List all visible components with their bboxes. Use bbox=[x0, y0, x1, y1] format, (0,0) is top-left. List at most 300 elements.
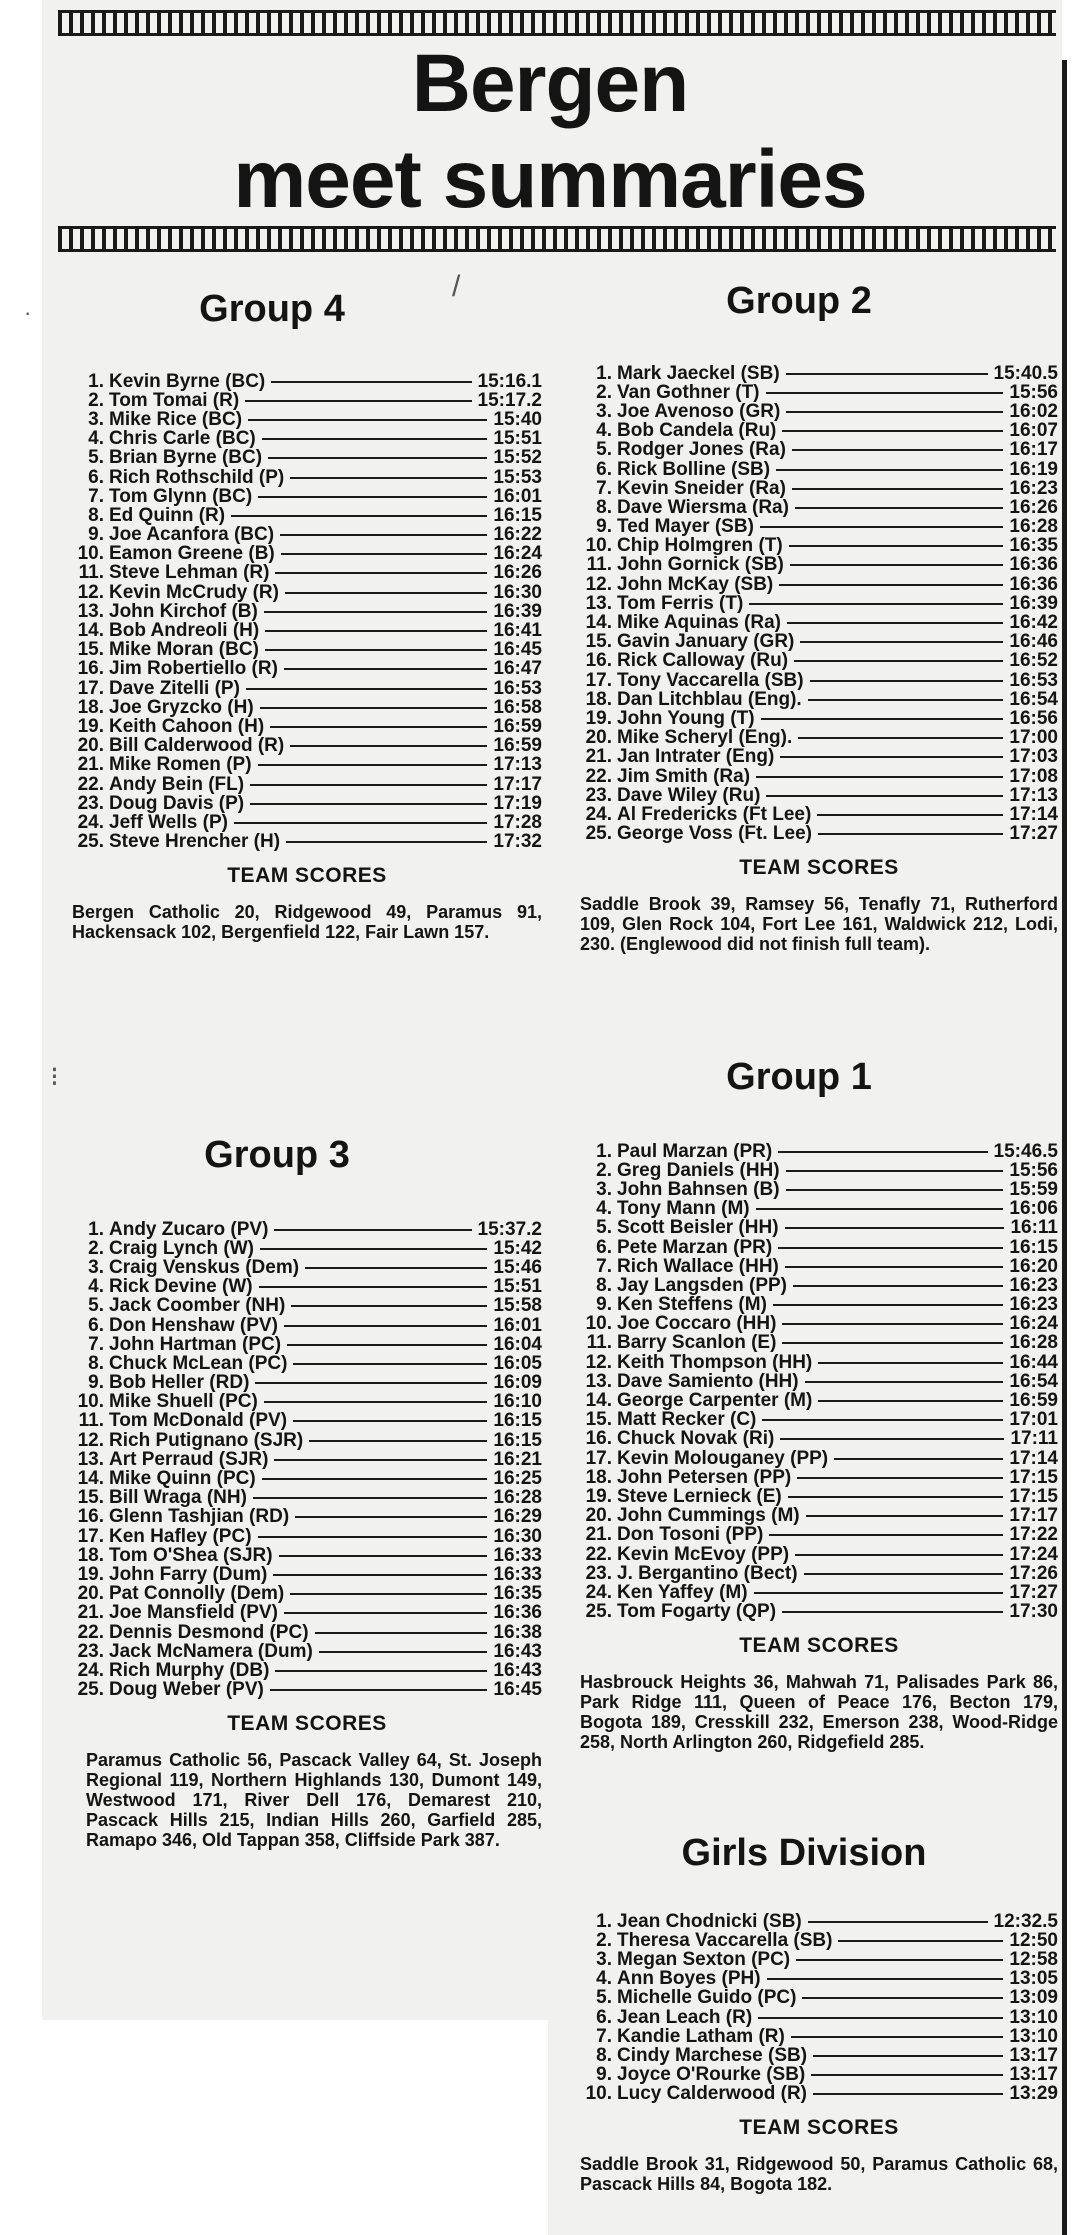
result-place: 6. bbox=[596, 458, 612, 480]
leader-line bbox=[797, 1477, 1003, 1479]
leader-line bbox=[838, 1940, 1003, 1942]
finish-time: 16:04 bbox=[493, 1333, 542, 1355]
runner-name: George Voss (Ft. Lee) bbox=[617, 823, 812, 845]
result-place: 23. bbox=[585, 1562, 612, 1584]
runner-name: Rick Bolline (SB) bbox=[617, 458, 771, 480]
finish-time: 16:17 bbox=[1009, 439, 1058, 461]
runner-name: Chip Holmgren (T) bbox=[617, 535, 783, 557]
result-row bbox=[72, 1258, 542, 1277]
result-place: 6. bbox=[88, 1314, 104, 1336]
result-row bbox=[72, 1527, 542, 1546]
result-place: 20. bbox=[77, 1583, 104, 1605]
leader-line bbox=[834, 1458, 1003, 1460]
group-title: Group 4 bbox=[199, 288, 345, 330]
result-row bbox=[580, 1526, 1058, 1545]
finish-time: 17:15 bbox=[1009, 1485, 1058, 1507]
finish-time: 16:05 bbox=[493, 1352, 542, 1374]
leader-line bbox=[264, 611, 488, 613]
leader-line bbox=[780, 1438, 1004, 1440]
runner-name: Ken Yaffey (M) bbox=[617, 1581, 748, 1603]
result-row bbox=[580, 786, 1058, 805]
finish-time: 17:27 bbox=[1009, 1581, 1058, 1603]
finish-time: 12:50 bbox=[1009, 1929, 1058, 1951]
result-place: 4. bbox=[596, 1198, 612, 1220]
finish-time: 16:52 bbox=[1009, 650, 1058, 672]
finish-time: 16:33 bbox=[493, 1544, 542, 1566]
leader-line bbox=[260, 707, 488, 709]
finish-time: 15:40.5 bbox=[993, 362, 1058, 384]
result-row bbox=[580, 1430, 1058, 1449]
runner-name: Craig Lynch (W) bbox=[109, 1237, 254, 1259]
finish-time: 17:28 bbox=[493, 811, 542, 833]
runner-name: Rick Devine (W) bbox=[109, 1276, 253, 1298]
result-place: 13. bbox=[585, 592, 612, 614]
result-place: 10. bbox=[77, 1391, 104, 1413]
runner-name: Dave Zitelli (P) bbox=[109, 677, 240, 699]
group-title: Group 1 bbox=[726, 1056, 872, 1098]
leader-line bbox=[284, 1612, 487, 1614]
result-place: 14. bbox=[77, 1468, 104, 1490]
result-place: 13. bbox=[585, 1370, 612, 1392]
result-place: 23. bbox=[77, 1640, 104, 1662]
finish-time: 15:52 bbox=[493, 447, 542, 469]
runner-name: Tom Ferris (T) bbox=[617, 592, 744, 614]
runner-name: Rich Murphy (DB) bbox=[109, 1659, 270, 1681]
runner-name: Kandie Latham (R) bbox=[617, 2025, 785, 2047]
leader-line bbox=[749, 603, 1003, 605]
runner-name: Jay Langsden (PP) bbox=[617, 1274, 787, 1296]
leader-line bbox=[778, 1151, 987, 1153]
runner-name: Jan Intrater (Eng) bbox=[617, 746, 775, 768]
finish-time: 17:14 bbox=[1009, 1447, 1058, 1469]
leader-line bbox=[766, 392, 1004, 394]
leader-line bbox=[794, 660, 1003, 662]
finish-time: 15:37.2 bbox=[477, 1218, 542, 1240]
print-smudge: ⁝ bbox=[50, 1061, 59, 1092]
runner-name: Doug Weber (PV) bbox=[109, 1679, 264, 1701]
finish-time: 16:59 bbox=[493, 735, 542, 757]
finish-time: 16:46 bbox=[1009, 631, 1058, 653]
leader-line bbox=[250, 803, 487, 805]
leader-line bbox=[231, 515, 487, 517]
result-place: 25. bbox=[585, 823, 612, 845]
finish-time: 16:10 bbox=[493, 1391, 542, 1413]
result-row bbox=[580, 556, 1058, 575]
leader-line bbox=[264, 1401, 488, 1403]
result-row bbox=[72, 391, 542, 410]
results-list bbox=[580, 1912, 1058, 2104]
result-row bbox=[580, 825, 1058, 844]
result-place: 10. bbox=[585, 2083, 612, 2105]
result-row bbox=[72, 1508, 542, 1527]
result-place: 9. bbox=[596, 1294, 612, 1316]
runner-name: Jim Smith (Ra) bbox=[617, 765, 751, 787]
finish-time: 16:23 bbox=[1009, 1274, 1058, 1296]
leader-line bbox=[274, 1229, 471, 1231]
result-place: 7. bbox=[88, 1333, 104, 1355]
runner-name: Bill Wraga (NH) bbox=[109, 1487, 247, 1509]
result-row bbox=[580, 1487, 1058, 1506]
result-row bbox=[72, 468, 542, 487]
result-row bbox=[580, 1219, 1058, 1238]
result-place: 11. bbox=[586, 554, 612, 576]
finish-time: 16:15 bbox=[493, 504, 542, 526]
result-row bbox=[580, 767, 1058, 786]
result-place: 7. bbox=[596, 2025, 612, 2047]
result-row bbox=[580, 633, 1058, 652]
finish-time: 16:01 bbox=[493, 485, 542, 507]
result-place: 1. bbox=[596, 362, 612, 384]
result-place: 5. bbox=[88, 447, 104, 469]
runner-name: Chris Carle (BC) bbox=[109, 428, 256, 450]
finish-time: 17:11 bbox=[1010, 1428, 1058, 1450]
leader-line bbox=[782, 1611, 1003, 1613]
result-place: 5. bbox=[596, 1987, 612, 2009]
runner-name: Tom Tomai (R) bbox=[109, 389, 240, 411]
runner-name: Matt Recker (C) bbox=[617, 1409, 757, 1431]
runner-name: John Kirchof (B) bbox=[109, 600, 258, 622]
runner-name: Kevin Sneider (Ra) bbox=[617, 477, 786, 499]
leader-line bbox=[265, 649, 487, 651]
finish-time: 13:29 bbox=[1009, 2083, 1058, 2105]
result-row bbox=[580, 1507, 1058, 1526]
finish-time: 16:53 bbox=[493, 677, 542, 699]
result-row bbox=[580, 748, 1058, 767]
result-place: 17. bbox=[77, 1525, 104, 1547]
leader-line bbox=[305, 1267, 487, 1269]
runner-name: Jean Leach (R) bbox=[617, 2006, 753, 2028]
runner-name: Dave Wiley (Ru) bbox=[617, 784, 761, 806]
result-row bbox=[580, 2066, 1058, 2085]
result-place: 19. bbox=[585, 707, 612, 729]
runner-name: Rich Rothschild (P) bbox=[109, 466, 285, 488]
result-row bbox=[72, 1450, 542, 1469]
result-row bbox=[580, 613, 1058, 632]
leader-line bbox=[785, 1266, 1004, 1268]
leader-line bbox=[287, 1344, 487, 1346]
result-place: 23. bbox=[585, 784, 612, 806]
leader-line bbox=[786, 1189, 1004, 1191]
result-row bbox=[580, 1912, 1058, 1931]
leader-line bbox=[805, 1381, 1004, 1383]
finish-time: 16:58 bbox=[493, 696, 542, 718]
result-row bbox=[72, 1585, 542, 1604]
finish-time: 17:17 bbox=[1009, 1505, 1058, 1527]
result-place: 12. bbox=[585, 573, 612, 595]
result-row bbox=[580, 2046, 1058, 2065]
runner-name: Michelle Guido (PC) bbox=[617, 1987, 797, 2009]
leader-line bbox=[758, 2017, 1003, 2019]
result-place: 14. bbox=[77, 620, 104, 642]
runner-name: Brian Byrne (BC) bbox=[109, 447, 263, 469]
finish-time: 15:59 bbox=[1009, 1178, 1058, 1200]
leader-line bbox=[761, 718, 1004, 720]
result-place: 24. bbox=[585, 803, 612, 825]
runner-name: Van Gothner (T) bbox=[617, 381, 760, 403]
result-row bbox=[580, 1391, 1058, 1410]
runner-name: Tom O'Shea (SJR) bbox=[109, 1544, 273, 1566]
result-row bbox=[72, 506, 542, 525]
finish-time: 16:01 bbox=[493, 1314, 542, 1336]
result-row bbox=[72, 698, 542, 717]
finish-time: 15:53 bbox=[493, 466, 542, 488]
leader-line bbox=[769, 1534, 1003, 1536]
result-place: 25. bbox=[77, 1679, 104, 1701]
result-row bbox=[580, 383, 1058, 402]
result-row bbox=[72, 1335, 542, 1354]
result-row bbox=[580, 1372, 1058, 1391]
group-2-section bbox=[580, 278, 1058, 954]
finish-time: 17:03 bbox=[1009, 746, 1058, 768]
result-place: 16. bbox=[77, 1506, 104, 1528]
leader-line bbox=[786, 373, 988, 375]
runner-name: John McKay (SB) bbox=[617, 573, 774, 595]
leader-line bbox=[290, 745, 487, 747]
result-place: 2. bbox=[596, 1929, 612, 1951]
result-row bbox=[580, 575, 1058, 594]
result-place: 19. bbox=[77, 715, 104, 737]
runner-name: Cindy Marchese (SB) bbox=[617, 2044, 808, 2066]
leader-line bbox=[295, 1516, 487, 1518]
finish-time: 16:39 bbox=[493, 600, 542, 622]
leader-line bbox=[246, 688, 487, 690]
runner-name: Steve Lernieck (E) bbox=[617, 1485, 782, 1507]
result-place: 23. bbox=[77, 792, 104, 814]
result-place: 24. bbox=[77, 811, 104, 833]
leader-line bbox=[286, 841, 487, 843]
results-list bbox=[580, 364, 1058, 844]
leader-line bbox=[800, 641, 1003, 643]
finish-time: 16:33 bbox=[493, 1563, 542, 1585]
result-place: 18. bbox=[77, 1544, 104, 1566]
runner-name: Kevin McEvoy (PP) bbox=[617, 1543, 790, 1565]
leader-line bbox=[818, 1362, 1003, 1364]
finish-time: 17:01 bbox=[1009, 1409, 1058, 1431]
result-row bbox=[72, 1681, 542, 1700]
result-row bbox=[580, 537, 1058, 556]
finish-time: 13:05 bbox=[1009, 1968, 1058, 1990]
team-scores-text: Paramus Catholic 56, Pascack Valley 64, St. Joseph Regional 119, Northern Highlands 130, Dumont 149, Westwood 171, River Dell 176, Demarest 210, Pascack Hills 215, Indian Hills 260, Garfield 285, Ramapo 346, Old Tappan 358, Cliffside Park 387. bbox=[86, 1749, 542, 1850]
result-place: 8. bbox=[88, 1352, 104, 1374]
runner-name: Don Tosoni (PP) bbox=[617, 1524, 764, 1546]
runner-name: George Carpenter (M) bbox=[617, 1390, 813, 1412]
runner-name: Andy Bein (FL) bbox=[109, 773, 245, 795]
result-place: 11. bbox=[78, 1410, 104, 1432]
result-row bbox=[72, 564, 542, 583]
result-place: 15. bbox=[77, 639, 104, 661]
leader-line bbox=[792, 488, 1003, 490]
runner-name: Al Fredericks (Ft Lee) bbox=[617, 803, 812, 825]
team-scores-text: Saddle Brook 39, Ramsey 56, Tenafly 71, Rutherford 109, Glen Rock 104, Fort Lee 161, Waldwick 212, Lodi, 230. (Englewood did not finish full team). bbox=[580, 893, 1058, 954]
finish-time: 16:26 bbox=[1009, 496, 1058, 518]
result-row bbox=[580, 1970, 1058, 1989]
runner-name: Dave Wiersma (Ra) bbox=[617, 496, 789, 518]
leader-line bbox=[284, 1325, 487, 1327]
group-title: Girls Division bbox=[681, 1832, 927, 1874]
group-3-section bbox=[72, 1132, 542, 1850]
result-place: 20. bbox=[585, 727, 612, 749]
runner-name: Rick Calloway (Ru) bbox=[617, 650, 789, 672]
finish-time: 17:30 bbox=[1009, 1601, 1058, 1623]
leader-line bbox=[773, 1304, 1003, 1306]
leader-line bbox=[290, 477, 487, 479]
runner-name: Mike Scheryl (Eng). bbox=[617, 727, 793, 749]
result-place: 9. bbox=[596, 2064, 612, 2086]
leader-line bbox=[808, 1921, 988, 1923]
result-row bbox=[580, 441, 1058, 460]
leader-line bbox=[270, 726, 487, 728]
leader-line bbox=[274, 1459, 487, 1461]
runner-name: John Farry (Dum) bbox=[109, 1563, 268, 1585]
result-row bbox=[580, 805, 1058, 824]
finish-time: 16:45 bbox=[493, 1679, 542, 1701]
result-row bbox=[72, 372, 542, 391]
finish-time: 16:28 bbox=[1009, 516, 1058, 538]
result-place: 13. bbox=[77, 1448, 104, 1470]
finish-time: 17:26 bbox=[1009, 1562, 1058, 1584]
result-place: 24. bbox=[77, 1659, 104, 1681]
finish-time: 16:54 bbox=[1009, 688, 1058, 710]
result-place: 10. bbox=[585, 1313, 612, 1335]
leader-line bbox=[762, 1419, 1003, 1421]
runner-name: Mike Shuell (PC) bbox=[109, 1391, 258, 1413]
team-scores-heading: TEAM SCORES bbox=[739, 855, 899, 879]
result-place: 13. bbox=[77, 600, 104, 622]
results-list bbox=[580, 1142, 1058, 1622]
runner-name: Doug Davis (P) bbox=[109, 792, 245, 814]
result-place: 22. bbox=[585, 765, 612, 787]
result-row bbox=[580, 1449, 1058, 1468]
result-place: 17. bbox=[77, 677, 104, 699]
result-row bbox=[72, 717, 542, 736]
runner-name: Keith Thompson (HH) bbox=[617, 1351, 813, 1373]
leader-line bbox=[811, 2074, 1003, 2076]
leader-line bbox=[813, 2055, 1003, 2057]
leader-line bbox=[280, 534, 487, 536]
result-row bbox=[580, 1583, 1058, 1602]
result-place: 2. bbox=[88, 1237, 104, 1259]
result-row bbox=[72, 410, 542, 429]
leader-line bbox=[766, 795, 1003, 797]
result-place: 2. bbox=[596, 381, 612, 403]
result-place: 9. bbox=[88, 524, 104, 546]
leader-line bbox=[309, 1440, 487, 1442]
print-mark: / bbox=[452, 270, 461, 303]
leader-line bbox=[285, 592, 487, 594]
runner-name: Chuck Novak (Ri) bbox=[617, 1428, 775, 1450]
finish-time: 16:15 bbox=[1009, 1236, 1058, 1258]
result-row bbox=[580, 1411, 1058, 1430]
finish-time: 16:39 bbox=[1009, 592, 1058, 614]
finish-time: 16:36 bbox=[1009, 554, 1058, 576]
leader-line bbox=[786, 1170, 1004, 1172]
result-row bbox=[580, 1603, 1058, 1622]
leader-line bbox=[782, 1323, 1003, 1325]
result-place: 14. bbox=[585, 612, 612, 634]
result-row bbox=[72, 1316, 542, 1335]
leader-line bbox=[248, 419, 487, 421]
result-place: 22. bbox=[77, 1621, 104, 1643]
result-row bbox=[72, 583, 542, 602]
finish-time: 16:59 bbox=[493, 715, 542, 737]
result-place: 1. bbox=[88, 1218, 104, 1240]
leader-line bbox=[756, 776, 1003, 778]
result-place: 12. bbox=[77, 1429, 104, 1451]
runner-name: Kevin Byrne (BC) bbox=[109, 370, 266, 392]
leader-line bbox=[760, 526, 1003, 528]
finish-time: 15:42 bbox=[493, 1237, 542, 1259]
bottom-decorative-rule bbox=[58, 226, 1056, 252]
leader-line bbox=[804, 1573, 1004, 1575]
result-row bbox=[72, 1623, 542, 1642]
finish-time: 15:17.2 bbox=[477, 389, 542, 411]
runner-name: Mike Quinn (PC) bbox=[109, 1468, 256, 1490]
result-place: 25. bbox=[585, 1601, 612, 1623]
finish-time: 16:23 bbox=[1009, 1294, 1058, 1316]
result-row bbox=[580, 1315, 1058, 1334]
finish-time: 13:17 bbox=[1009, 2064, 1058, 2086]
result-place: 3. bbox=[596, 1178, 612, 1200]
result-place: 8. bbox=[596, 496, 612, 518]
result-row bbox=[580, 1468, 1058, 1487]
runner-name: Joe Acanfora (BC) bbox=[109, 524, 275, 546]
runner-name: Tom McDonald (PV) bbox=[109, 1410, 288, 1432]
leader-line bbox=[798, 737, 1003, 739]
leader-line bbox=[818, 1400, 1003, 1402]
finish-time: 16:26 bbox=[493, 562, 542, 584]
group-4-section bbox=[72, 286, 542, 942]
leader-line bbox=[258, 764, 488, 766]
result-place: 4. bbox=[88, 1276, 104, 1298]
leader-line bbox=[268, 457, 487, 459]
finish-time: 17:15 bbox=[1009, 1466, 1058, 1488]
group-title: Group 3 bbox=[204, 1134, 350, 1176]
headline-line-1: Bergen bbox=[411, 38, 689, 129]
result-place: 6. bbox=[596, 2006, 612, 2028]
result-place: 6. bbox=[596, 1236, 612, 1258]
result-place: 3. bbox=[88, 408, 104, 430]
finish-time: 15:51 bbox=[493, 1276, 542, 1298]
result-row bbox=[72, 1354, 542, 1373]
result-place: 21. bbox=[585, 1524, 612, 1546]
runner-name: Chuck McLean (PC) bbox=[109, 1352, 288, 1374]
leader-line bbox=[785, 1227, 1005, 1229]
runner-name: Tony Mann (M) bbox=[617, 1198, 750, 1220]
result-row bbox=[72, 737, 542, 756]
finish-time: 16:43 bbox=[493, 1640, 542, 1662]
result-row bbox=[580, 1564, 1058, 1583]
finish-time: 16:23 bbox=[1009, 477, 1058, 499]
leader-line bbox=[813, 2093, 1003, 2095]
leader-line bbox=[796, 1959, 1003, 1961]
leader-line bbox=[250, 784, 487, 786]
runner-name: Tom Glynn (BC) bbox=[109, 485, 253, 507]
result-row bbox=[580, 1989, 1058, 2008]
team-scores-heading: TEAM SCORES bbox=[227, 863, 387, 887]
leader-line bbox=[265, 630, 487, 632]
result-row bbox=[72, 1546, 542, 1565]
leader-line bbox=[234, 822, 487, 824]
finish-time: 13:09 bbox=[1009, 1987, 1058, 2009]
result-row bbox=[72, 756, 542, 775]
finish-time: 16:41 bbox=[493, 620, 542, 642]
result-place: 3. bbox=[596, 1948, 612, 1970]
finish-time: 13:10 bbox=[1009, 2006, 1058, 2028]
result-place: 18. bbox=[585, 688, 612, 710]
leader-line bbox=[262, 1478, 488, 1480]
runner-name: Rich Wallace (HH) bbox=[617, 1255, 779, 1277]
leader-line bbox=[260, 1248, 487, 1250]
